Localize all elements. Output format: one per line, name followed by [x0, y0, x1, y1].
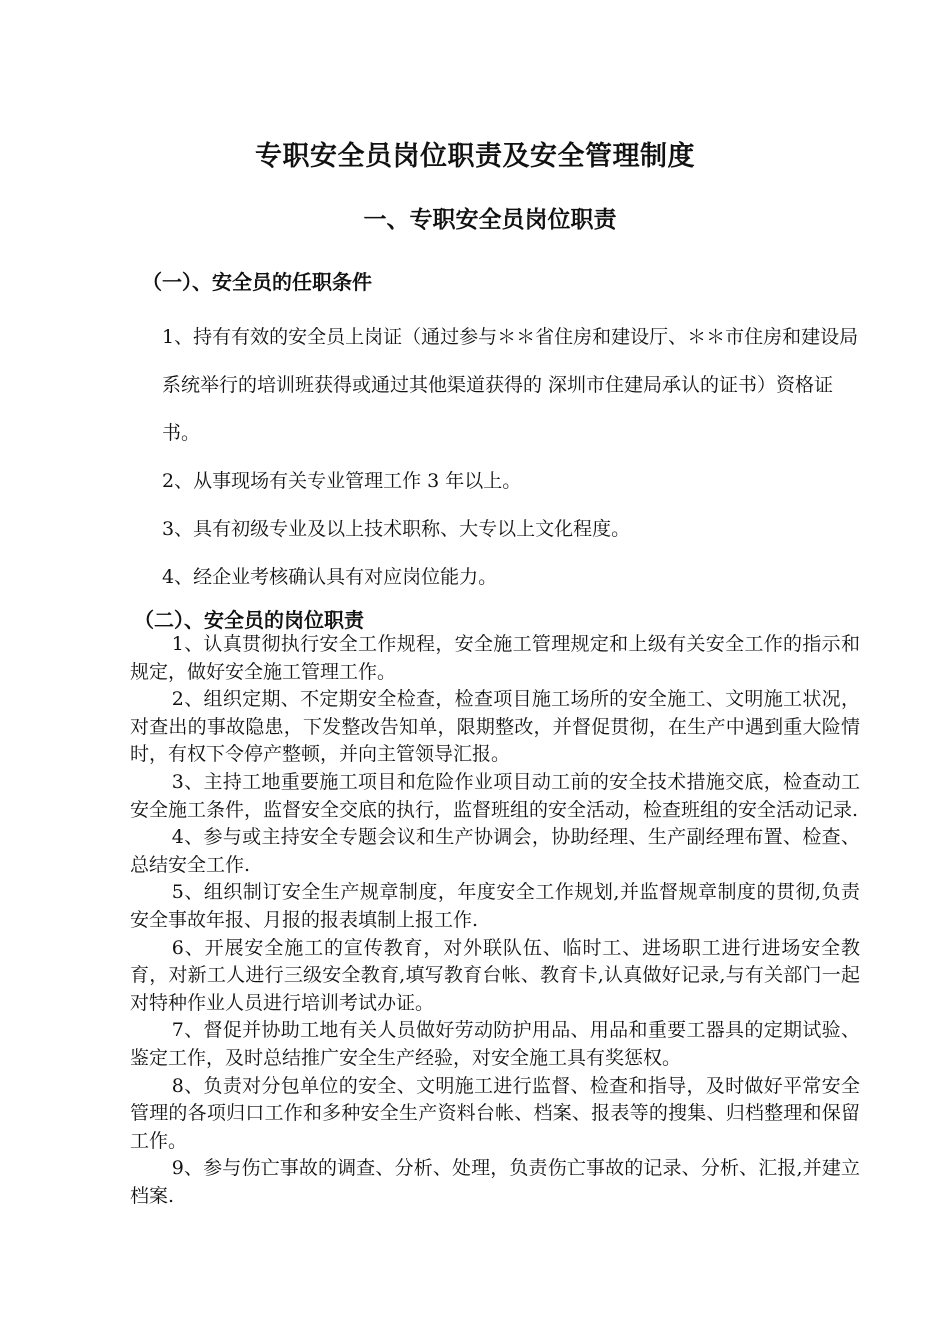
- qualification-item-4: 4、经企业考核确认具有对应岗位能力。: [162, 566, 498, 588]
- responsibility-item-5: 5、组织制订安全生产规章制度，年度安全工作规划,并监督规章制度的贯彻,负责安全事故年报、月报的报表填制上报工作.: [130, 881, 860, 931]
- responsibility-item-6: 6、开展安全施工的宣传教育，对外联队伍、临时工、进场职工进行进场安全教育，对新工人进行三级安全教育,填写教育台帐、教育卡,认真做好记录,与有关部门一起对特种作业人员进行培训考试办证。: [130, 936, 860, 1014]
- responsibility-item-2: 2、组织定期、不定期安全检查，检查项目施工场所的安全施工、文明施工状况，对查出的事故隐患，下发整改告知单，限期整改，并督促贯彻，在生产中遇到重大险情时，有权下令停产整顿，并向主管领导汇报。: [130, 688, 860, 766]
- responsibility-item-9: 9、参与伤亡事故的调查、分析、处理，负责伤亡事故的记录、分析、汇报,并建立档案.: [130, 1157, 860, 1207]
- subheading-qualifications: （一）、安全员的任职条件: [142, 270, 372, 294]
- qualification-item-1: 1、持有有效的安全员上岗证（通过参与＊＊省住房和建设厅、＊＊市住房和建设局系统举行的培训班获得或通过其他渠道获得的 深圳市住建局承认的证书）资格证书。: [162, 326, 859, 444]
- qualification-item-3: 3、具有初级专业及以上技术职称、大专以上文化程度。: [162, 518, 631, 540]
- subheading-responsibilities: （二）、安全员的岗位职责: [134, 608, 364, 632]
- qualification-list: [162, 313, 862, 601]
- responsibility-item-1: 1、认真贯彻执行安全工作规程，安全施工管理规定和上级有关安全工作的指示和规定，做好安全施工管理工作。: [130, 633, 860, 683]
- responsibility-list: [130, 631, 860, 1210]
- responsibility-item-3: 3、主持工地重要施工项目和危险作业项目动工前的安全技术措施交底，检查动工安全施工条件，监督安全交底的执行，监督班组的安全活动，检查班组的安全活动记录.: [130, 770, 860, 821]
- responsibility-item-8: 8、负责对分包单位的安全、文明施工进行监督、检查和指导，及时做好平常安全管理的各项归口工作和多种安全生产资料台帐、档案、报表等的搜集、归档整理和保留工作。: [130, 1074, 860, 1152]
- responsibility-item-7: 7、督促并协助工地有关人员做好劳动防护用品、用品和重要工器具的定期试验、鉴定工作，及时总结推广安全生产经验，对安全施工具有奖惩权。: [130, 1019, 860, 1069]
- responsibility-item-4: 4、参与或主持安全专题会议和生产协调会，协助经理、生产副经理布置、检查、总结安全工作.: [130, 826, 860, 876]
- document-title: 专职安全员岗位职责及安全管理制度: [255, 141, 695, 172]
- qualification-item-2: 2、从事现场有关专业管理工作 3 年以上。: [162, 470, 522, 492]
- section-heading-duties: 一、专职安全员岗位职责: [363, 206, 617, 233]
